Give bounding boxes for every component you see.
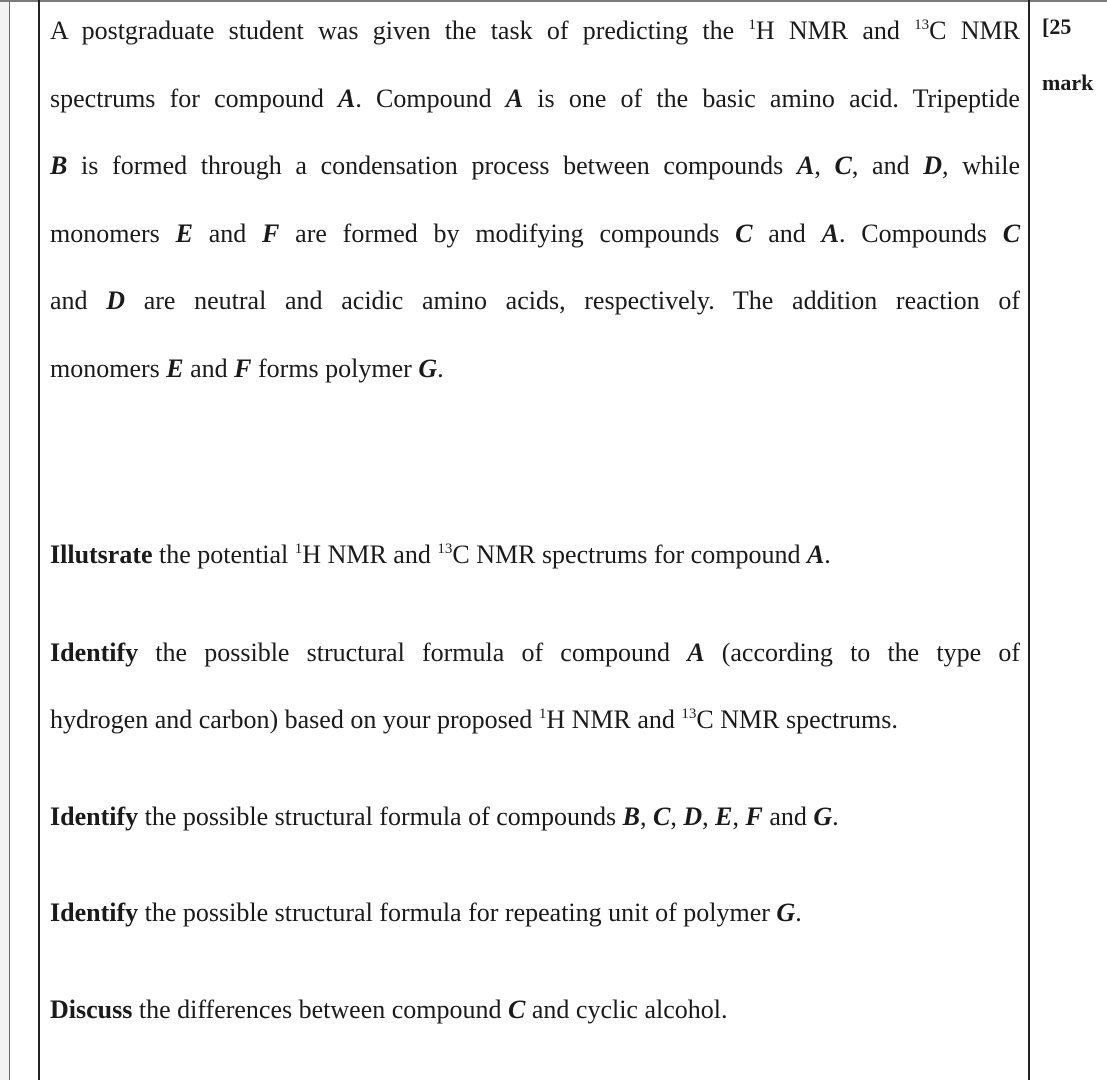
page-left-margin xyxy=(0,0,10,1080)
marks-label: mark xyxy=(1042,70,1094,95)
intro-line-5: and D are neutral and acidic amino acids, respectively. The addition reaction of xyxy=(50,286,1020,315)
intro-line-3: B is formed through a condensation process between compounds A, C, and D, while xyxy=(50,151,1020,180)
marks-value: [25 xyxy=(1042,14,1072,39)
task-discuss-differences: Discuss the differences between compound C and cyclic alcohol. xyxy=(50,995,728,1024)
question-intro-paragraph xyxy=(50,0,1020,402)
intro-line-1: A postgraduate student was given the task of predicting the $^1$H NMR and $^{13}$C NMR xyxy=(50,16,1020,45)
task-identify-compound-a-line-1: Identify the possible structural formula of compound A (according to the type of xyxy=(50,638,1020,667)
task-identify-compounds-b-to-g: Identify the possible structural formula of compounds B, C, D, E, F and G. xyxy=(50,802,839,831)
task-identify-compound-a-line-2: hydrogen and carbon) based on your proposed $^1$H NMR and $^{13}$C NMR spectrums. xyxy=(50,705,898,734)
intro-line-2: spectrums for compound A. Compound A is one of the basic amino acid. Tripeptide xyxy=(50,83,1020,113)
intro-line-6: monomers E and F forms polymer G. xyxy=(50,353,444,383)
intro-line-4: monomers E and F are formed by modifying compounds C and A. Compounds C xyxy=(50,218,1021,248)
task-illustrate-nmr: Illutsrate the potential $^1$H NMR and $^{13}$C NMR spectrums for compound A. xyxy=(50,540,831,569)
marks-cell xyxy=(1030,0,1107,1080)
task-identify-repeating-unit: Identify the possible structural formula for repeating unit of polymer G. xyxy=(50,898,802,927)
